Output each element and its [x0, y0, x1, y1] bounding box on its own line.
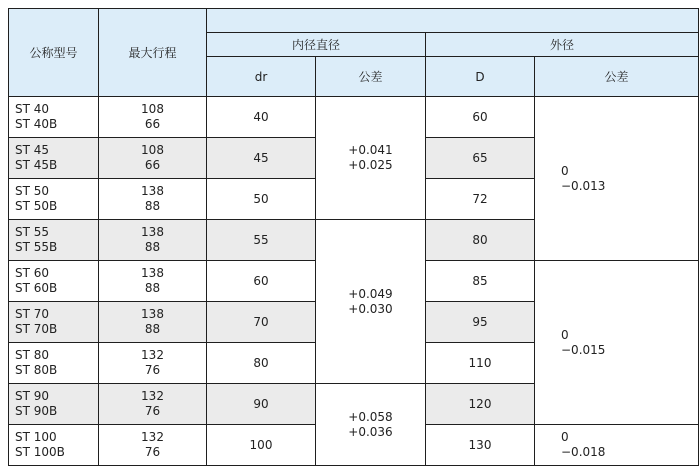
model-code: ST 80	[15, 348, 50, 362]
dr-cell: 90	[207, 384, 316, 425]
stroke-value-b: 88	[144, 322, 161, 336]
model-cell	[9, 425, 99, 466]
stroke-value-b: 76	[144, 404, 161, 418]
stroke-value-b: 76	[144, 445, 161, 459]
model-cell	[9, 384, 99, 425]
outer-tolerance-lower: −0.015	[561, 342, 606, 357]
inner-tolerance-cell	[316, 220, 426, 384]
stroke-cell	[99, 220, 207, 261]
stroke-value-b: 66	[144, 117, 161, 131]
outer-tolerance-upper: 0	[561, 430, 569, 444]
dr-cell: 80	[207, 343, 316, 384]
model-cell	[9, 302, 99, 343]
outer-diameter-cell: 110	[426, 343, 535, 384]
model-code-b: ST 45B	[15, 158, 58, 172]
outer-diameter-cell: 80	[426, 220, 535, 261]
stroke-cell	[99, 179, 207, 220]
model-code-b: ST 55B	[15, 240, 58, 254]
header-top-strip	[9, 9, 699, 33]
model-code: ST 50	[15, 184, 50, 198]
inner-tolerance-upper: +0.041	[348, 143, 393, 157]
dr-cell: 40	[207, 97, 316, 138]
outer-diameter-cell: 60	[426, 97, 535, 138]
stroke-value: 132	[141, 389, 164, 403]
inner-tolerance-lower: +0.030	[348, 301, 393, 316]
model-code-b: ST 50B	[15, 199, 58, 213]
stroke-value: 108	[141, 143, 164, 157]
dr-cell: 70	[207, 302, 316, 343]
spec-table	[8, 8, 699, 466]
model-code: ST 60	[15, 266, 50, 280]
model-code: ST 70	[15, 307, 50, 321]
model-code: ST 100	[15, 430, 57, 444]
dr-cell: 60	[207, 261, 316, 302]
dr-cell: 50	[207, 179, 316, 220]
outer-diameter-cell: 65	[426, 138, 535, 179]
model-cell	[9, 138, 99, 179]
model-code: ST 45	[15, 143, 50, 157]
stroke-cell	[99, 261, 207, 302]
header-outer-group: 外径	[426, 33, 699, 57]
stroke-value: 138	[141, 225, 164, 239]
stroke-cell	[99, 97, 207, 138]
outer-diameter-cell: 130	[426, 425, 535, 466]
inner-tolerance-upper: +0.049	[348, 286, 393, 301]
header-model: 公称型号	[9, 9, 99, 97]
outer-tolerance-upper: 0	[561, 327, 569, 342]
dr-cell: 55	[207, 220, 316, 261]
outer-tolerance-cell	[535, 97, 699, 261]
stroke-value: 138	[141, 266, 164, 280]
model-code-b: ST 80B	[15, 363, 58, 377]
stroke-value: 108	[141, 102, 164, 116]
inner-tolerance-cell	[316, 384, 426, 466]
header-inner-tolerance: 公差	[316, 57, 426, 97]
model-code-b: ST 90B	[15, 404, 58, 418]
outer-diameter-cell: 120	[426, 384, 535, 425]
stroke-value-b: 88	[144, 199, 161, 213]
header-D: D	[426, 57, 535, 97]
model-code-b: ST 100B	[15, 445, 65, 459]
stroke-value: 138	[141, 184, 164, 198]
stroke-value-b: 88	[144, 281, 161, 295]
dr-cell: 45	[207, 138, 316, 179]
outer-diameter-cell: 72	[426, 179, 535, 220]
model-code: ST 55	[15, 225, 50, 239]
outer-tolerance-upper: 0	[561, 163, 569, 178]
inner-tolerance-cell	[316, 97, 426, 220]
inner-tolerance-lower: +0.036	[348, 424, 393, 439]
header-max-stroke: 最大行程	[99, 9, 207, 97]
stroke-value-b: 66	[144, 158, 161, 172]
stroke-value: 132	[141, 348, 164, 362]
outer-tolerance-cell	[535, 261, 699, 425]
header-outer-tolerance: 公差	[535, 57, 699, 97]
stroke-value-b: 88	[144, 240, 161, 254]
outer-tolerance-lower: −0.013	[561, 178, 606, 193]
model-code-b: ST 40B	[15, 117, 58, 131]
stroke-cell	[99, 384, 207, 425]
stroke-value: 138	[141, 307, 164, 321]
model-cell	[9, 261, 99, 302]
header-dr: dr	[207, 57, 316, 97]
outer-diameter-cell: 85	[426, 261, 535, 302]
stroke-cell	[99, 425, 207, 466]
stroke-cell	[99, 302, 207, 343]
model-cell	[9, 97, 99, 138]
stroke-value-b: 76	[144, 363, 161, 377]
stroke-cell	[99, 138, 207, 179]
table-row	[9, 97, 699, 138]
table-header	[9, 9, 699, 97]
stroke-value: 132	[141, 430, 164, 444]
dr-cell: 100	[207, 425, 316, 466]
outer-tolerance-cell	[535, 425, 699, 466]
model-cell	[9, 220, 99, 261]
outer-tolerance-lower: −0.018	[561, 445, 606, 459]
stroke-cell	[99, 343, 207, 384]
inner-tolerance-upper: +0.058	[348, 409, 393, 424]
model-code: ST 40	[15, 102, 50, 116]
model-code-b: ST 70B	[15, 322, 58, 336]
header-inner-group: 内径直径	[207, 33, 426, 57]
model-code: ST 90	[15, 389, 50, 403]
model-cell	[9, 179, 99, 220]
model-code-b: ST 60B	[15, 281, 58, 295]
inner-tolerance-lower: +0.025	[348, 158, 393, 172]
header-blank-band	[207, 9, 699, 33]
table-body	[9, 97, 699, 466]
outer-diameter-cell: 95	[426, 302, 535, 343]
model-cell	[9, 343, 99, 384]
